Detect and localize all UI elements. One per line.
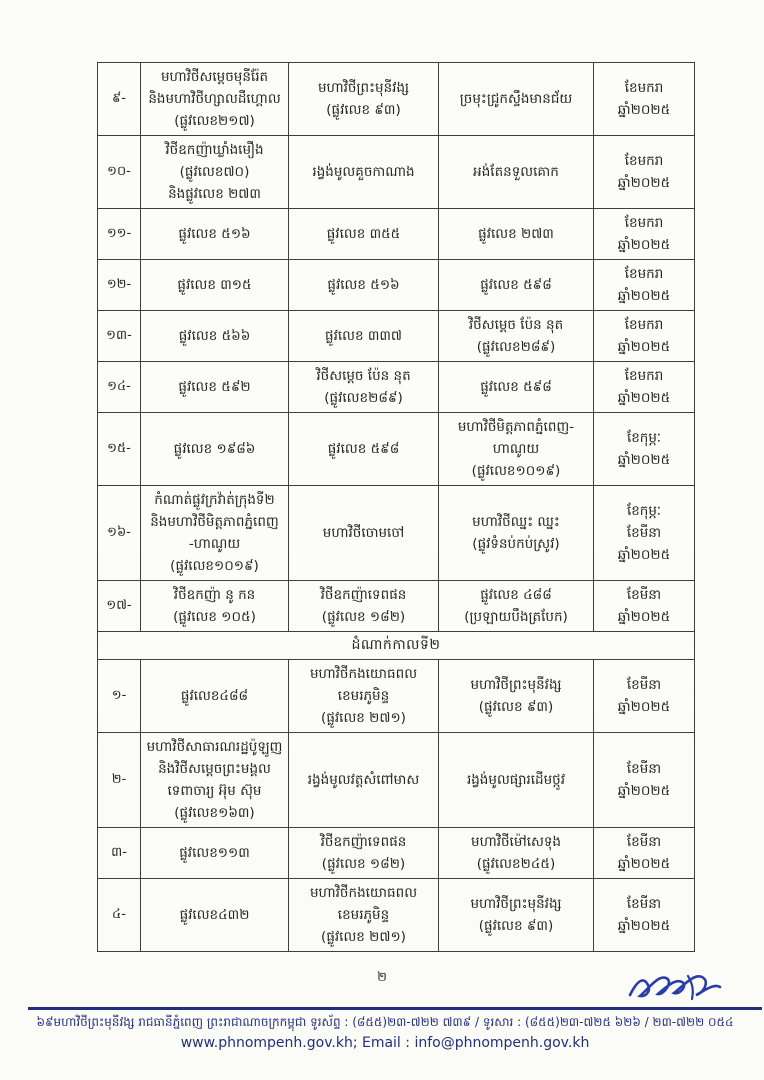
street-from-cell: ផ្លូវលេខ ៣១៥: [141, 260, 289, 311]
table-row: [98, 733, 695, 828]
street-from-cell: ផ្លូវលេខ ៥៩២: [141, 362, 289, 413]
row-index-cell: ១៧-: [98, 581, 141, 632]
street-cross-cell: វិថីសម្ដេច ប៉ែន នុត (ផ្លូវលេខ២៨៩): [289, 362, 439, 413]
street-to-cell: ផ្លូវលេខ ២៧៣: [439, 209, 594, 260]
month-cell: ខែមករា ឆ្នាំ២០២៥: [594, 362, 695, 413]
row-index-cell: ១៥-: [98, 413, 141, 486]
schedule-table-body: [98, 63, 695, 952]
street-cross-cell: រង្វង់មូលគួចកាណាង: [289, 136, 439, 209]
row-index-cell: ១២-: [98, 260, 141, 311]
month-cell: ខែមករា ឆ្នាំ២០២៥: [594, 63, 695, 136]
street-cross-cell: មហាវិថីចោមចៅ: [289, 486, 439, 581]
phase-section-row: [98, 632, 695, 660]
street-cross-cell: ផ្លូវលេខ ៣៣៧: [289, 311, 439, 362]
month-cell: ខែមីនា ឆ្នាំ២០២៥: [594, 828, 695, 879]
street-to-cell: មហាវិថីឈ្នះ ឈ្នះ (ផ្លូវទំនប់កប់ស្រូវ): [439, 486, 594, 581]
month-cell: ខែមីនា ឆ្នាំ២០២៥: [594, 733, 695, 828]
row-index-cell: ៣-: [98, 828, 141, 879]
table-row: [98, 311, 695, 362]
street-cross-cell: ផ្លូវលេខ ៣៥៥: [289, 209, 439, 260]
street-from-cell: ផ្លូវលេខ១១៣: [141, 828, 289, 879]
table-row: [98, 486, 695, 581]
month-cell: ខែមករា ឆ្នាំ២០២៥: [594, 136, 695, 209]
month-cell: ខែមករា ឆ្នាំ២០២៥: [594, 209, 695, 260]
street-to-cell: ផ្លូវលេខ ៥៩៨: [439, 362, 594, 413]
table-row: [98, 136, 695, 209]
street-from-cell: មហាវិថីសាធារណរដ្ឋប៉ូឡូញ និងវិថីសម្ដេចព្រះមង្គល ទេពាចារ្យ អ៊ុម ស៊ុម (ផ្លូវលេខ១៦៣): [141, 733, 289, 828]
page-number: ២: [377, 970, 387, 985]
street-to-cell: មហាវិថីព្រះមុនីវង្ស (ផ្លូវលេខ ៩៣): [439, 660, 594, 733]
month-cell: ខែមីនា ឆ្នាំ២០២៥: [594, 660, 695, 733]
row-index-cell: ១-: [98, 660, 141, 733]
street-to-cell: មហាវិថីម៉ៅសេទុង (ផ្លូវលេខ២៤៥): [439, 828, 594, 879]
street-to-cell: ផ្លូវលេខ ៤៨៨ (ប្រឡាយបឹងត្របែក): [439, 581, 594, 632]
street-cross-cell: វិថីឧកញ៉ាទេពផន (ផ្លូវលេខ ១៨២): [289, 581, 439, 632]
street-from-cell: ផ្លូវលេខ៤៣២: [141, 879, 289, 952]
footer-divider: [28, 1007, 762, 1010]
street-from-cell: ផ្លូវលេខ៤៨៨: [141, 660, 289, 733]
row-index-cell: ១៦-: [98, 486, 141, 581]
street-to-cell: មហាវិថីមិត្តភាពភ្នំពេញ- ហាណូយ (ផ្លូវលេខ១០១៩): [439, 413, 594, 486]
table-row: [98, 260, 695, 311]
month-cell: ខែមករា ឆ្នាំ២០២៥: [594, 311, 695, 362]
month-cell: ខែមករា ឆ្នាំ២០២៥: [594, 260, 695, 311]
table-row: [98, 362, 695, 413]
street-from-cell: ផ្លូវលេខ ១៩៨៦: [141, 413, 289, 486]
street-cross-cell: មហាវិថីកងយោធពល ខេមរភូមិន្ទ (ផ្លូវលេខ ២៧១): [289, 879, 439, 952]
signature-ink-icon: [624, 969, 728, 1007]
street-to-cell: វិថីសម្ដេច ប៉ែន នុត (ផ្លូវលេខ២៨៩): [439, 311, 594, 362]
table-row: [98, 413, 695, 486]
street-to-cell: មហាវិថីព្រះមុនីវង្ស (ផ្លូវលេខ ៩៣): [439, 879, 594, 952]
street-from-cell: វិថីឧកញ៉ាឃ្លាំងមឿង (ផ្លូវលេខ៧០) និងផ្លូវលេខ ២៧៣: [141, 136, 289, 209]
street-from-cell: កំណាត់ផ្លូវក្រវ៉ាត់ក្រុងទី២ និងមហាវិថីមិត្តភាពភ្នំពេញ -ហាណូយ (ផ្លូវលេខ១០១៩): [141, 486, 289, 581]
street-from-cell: មហាវិថីសម្ដេចមុនីរ៉ែត និងមហាវិថីហ្សាលដឺហ្គោល (ផ្លូវលេខ២១៧): [141, 63, 289, 136]
month-cell: ខែមីនា ឆ្នាំ២០២៥: [594, 581, 695, 632]
street-to-cell: ច្រមុះជ្រូកស្ទឹងមានជ័យ: [439, 63, 594, 136]
street-schedule-table-wrap: [97, 62, 695, 952]
month-cell: ខែកុម្ភៈ ខែមីនា ឆ្នាំ២០២៥: [594, 486, 695, 581]
footer: [20, 1012, 750, 1054]
street-to-cell: ផ្លូវលេខ ៥៩៨: [439, 260, 594, 311]
street-cross-cell: មហាវិថីព្រះមុនីវង្ស (ផ្លូវលេខ ៩៣): [289, 63, 439, 136]
table-row: [98, 581, 695, 632]
table-row: [98, 828, 695, 879]
street-from-cell: ផ្លូវលេខ ៥៦៦: [141, 311, 289, 362]
row-index-cell: ១៣-: [98, 311, 141, 362]
street-cross-cell: ផ្លូវលេខ ៥៩៨: [289, 413, 439, 486]
table-row: [98, 209, 695, 260]
street-cross-cell: ផ្លូវលេខ ៥១៦: [289, 260, 439, 311]
footer-address: ៦៩មហាវិថីព្រះមុនីវង្ស រាជធានីភ្នំពេញ ព្រះរាជាណាចក្រកម្ពុជា ទូរស័ព្ទ : (៨៥៥)២៣-៧២២ ៧៣៩ / ទូរសារ : (៨៥៥)២៣-៧២៥ ៦២៦ / ២៣-៧២២ ០៥៤: [36, 1015, 734, 1029]
row-index-cell: ៤-: [98, 879, 141, 952]
row-index-cell: ១១-: [98, 209, 141, 260]
table-row: [98, 879, 695, 952]
table-row: [98, 660, 695, 733]
street-from-cell: វិថីឧកញ៉ា នូ កន (ផ្លូវលេខ ១០៥): [141, 581, 289, 632]
street-from-cell: ផ្លូវលេខ ៥១៦: [141, 209, 289, 260]
street-cross-cell: វិថីឧកញ៉ាទេពផន (ផ្លូវលេខ ១៨២): [289, 828, 439, 879]
month-cell: ខែកុម្ភៈ ឆ្នាំ២០២៥: [594, 413, 695, 486]
row-index-cell: ១៤-: [98, 362, 141, 413]
month-cell: ខែមីនា ឆ្នាំ២០២៥: [594, 879, 695, 952]
table-row: [98, 63, 695, 136]
street-to-cell: រង្វង់មូលផ្សារដើមថ្កូវ: [439, 733, 594, 828]
row-index-cell: ១០-: [98, 136, 141, 209]
street-to-cell: អង់តែនទួលគោក: [439, 136, 594, 209]
signature-initials: [624, 969, 728, 1007]
street-cross-cell: មហាវិថីកងយោធពល ខេមរភូមិន្ទ (ផ្លូវលេខ ២៧១): [289, 660, 439, 733]
street-cross-cell: រង្វង់មូលវត្តសំពៅមាស: [289, 733, 439, 828]
schedule-table: [97, 62, 695, 952]
footer-website-email[interactable]: www.phnompenh.gov.kh; Email : info@phnompenh.gov.kh: [180, 1035, 590, 1051]
phase-section-header: ដំណាក់កាលទី២: [98, 632, 695, 660]
row-index-cell: ២-: [98, 733, 141, 828]
row-index-cell: ៩-: [98, 63, 141, 136]
